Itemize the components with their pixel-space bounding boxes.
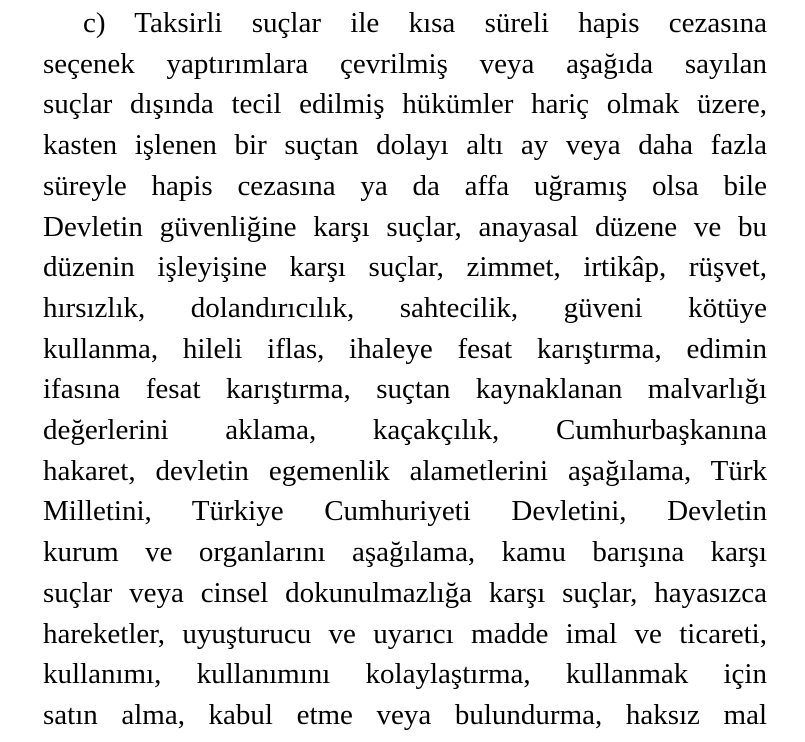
text-line: Devletin güvenliğine karşı suçlar, anayasal düzene ve bu <box>43 210 767 243</box>
text-line: ifasına fesat karıştırma, suçtan kaynaklanan malvarlığı <box>43 373 767 406</box>
text-line: suçlar veya cinsel dokunulmazlığa karşı suçlar, hayasızca <box>43 576 767 609</box>
text-line: Milletini, Türkiye Cumhuriyeti Devletini, Devletin <box>43 495 767 528</box>
text-line: kullanımı, kullanımını kolaylaştırma, kullanmak için <box>43 658 767 691</box>
text-line: kullanma, hileli iflas, ihaleye fesat karıştırma, edimin <box>43 332 767 365</box>
text-line: satın alma, kabul etme veya bulundurma, haksız mal <box>43 698 767 731</box>
text-line: kurum ve organlarını aşağılama, kamu barışına karşı <box>43 536 767 569</box>
text-line: hırsızlık, dolandırıcılık, sahtecilik, güveni kötüye <box>43 291 767 324</box>
text-line: düzenin işleyişine karşı suçlar, zimmet, irtikâp, rüşvet, <box>43 251 767 284</box>
text-line: kasten işlenen bir suçtan dolayı altı ay veya daha fazla <box>43 129 767 162</box>
text-line: c) Taksirli suçlar ile kısa süreli hapis cezasına <box>83 7 767 39</box>
text-line: değerlerini aklama, kaçakçılık, Cumhurbaşkanına <box>43 414 767 447</box>
text-line: hakaret, devletin egemenlik alametlerini aşağılama, Türk <box>43 454 767 487</box>
legal-paragraph-clause-c <box>43 3 767 736</box>
text-line: suçlar dışında tecil edilmiş hükümler hariç olmak üzere, <box>43 88 767 121</box>
text-line: süreyle hapis cezasına ya da affa uğramış olsa bile <box>43 169 767 202</box>
text-line: hareketler, uyuşturucu ve uyarıcı madde imal ve ticareti, <box>43 617 767 650</box>
text-line: seçenek yaptırımlara çevrilmiş veya aşağıda sayılan <box>43 47 767 80</box>
